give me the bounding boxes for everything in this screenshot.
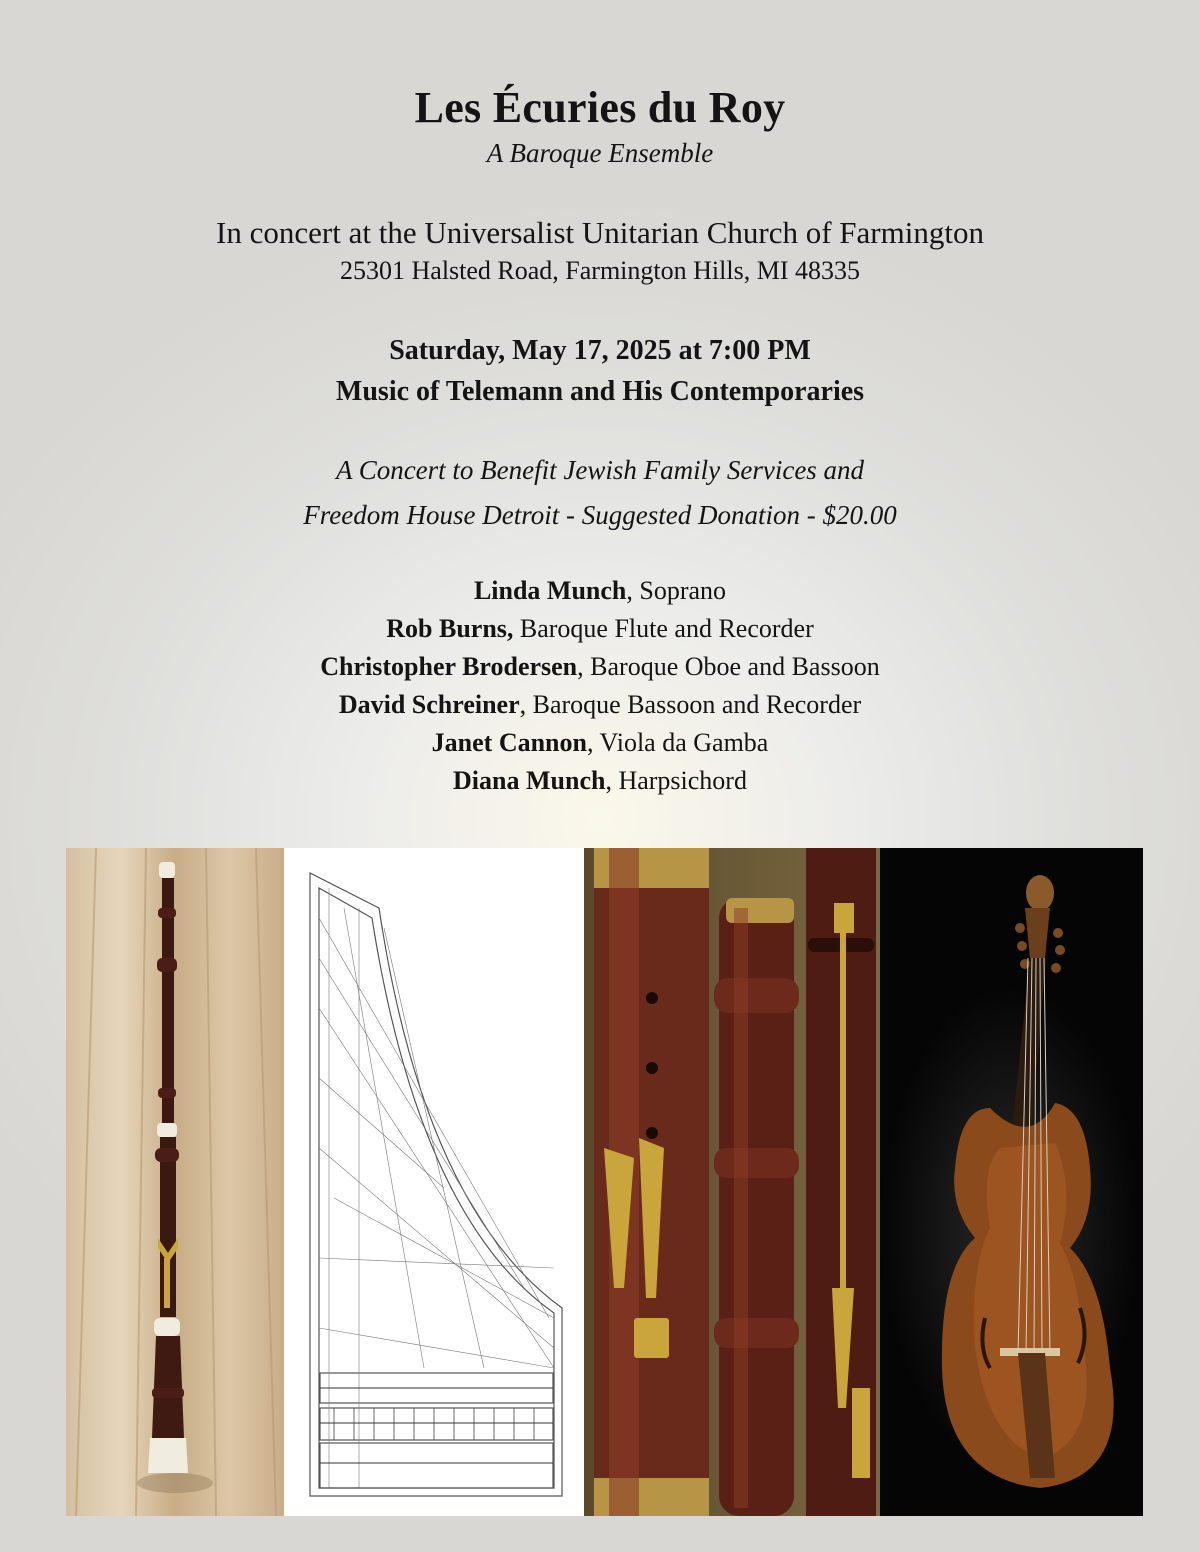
bassoon-photo	[584, 848, 880, 1516]
program-title: Music of Telemann and His Contemporaries	[335, 376, 865, 407]
harpsichord-drawing	[284, 848, 584, 1516]
performer-role: , Baroque Oboe and Bassoon	[577, 652, 880, 681]
performer-row	[0, 648, 1200, 686]
performer-row	[0, 762, 1200, 800]
performer-name: David Schreiner	[338, 690, 520, 719]
performer-role: , Harpsichord	[605, 766, 747, 795]
performer-name: Linda Munch	[473, 576, 627, 605]
instrument-photo-strip	[66, 848, 1143, 1516]
concert-title: Les Écuries du Roy	[414, 83, 786, 132]
performer-name: Rob Burns,	[386, 614, 514, 643]
event-date: Saturday, May 17, 2025 at 7:00 PM	[389, 335, 811, 366]
performer-row	[0, 610, 1200, 648]
performer-role: , Baroque Bassoon and Recorder	[519, 690, 862, 719]
venue-line: In concert at the Universalist Unitarian Church of Farmington	[216, 215, 984, 250]
oboe-photo	[66, 848, 284, 1516]
performer-role: , Soprano	[626, 576, 727, 605]
performer-name: Janet Cannon	[431, 728, 587, 757]
performer-row	[0, 572, 1200, 610]
performer-row	[0, 686, 1200, 724]
benefit-line-2: Freedom House Detroit - Suggested Donation - $20.00	[303, 500, 897, 530]
performer-role: Baroque Flute and Recorder	[513, 614, 814, 643]
performer-row	[0, 724, 1200, 762]
performer-role: , Viola da Gamba	[586, 728, 769, 757]
performer-name: Diana Munch	[453, 766, 606, 795]
venue-address: 25301 Halsted Road, Farmington Hills, MI 48335	[340, 256, 860, 285]
benefit-line-1: A Concert to Benefit Jewish Family Services and	[335, 455, 865, 485]
performer-name: Christopher Brodersen	[320, 652, 578, 681]
performer-list	[0, 572, 1200, 800]
ensemble-subtitle: A Baroque Ensemble	[486, 138, 714, 168]
viola-da-gamba-photo	[880, 848, 1143, 1516]
